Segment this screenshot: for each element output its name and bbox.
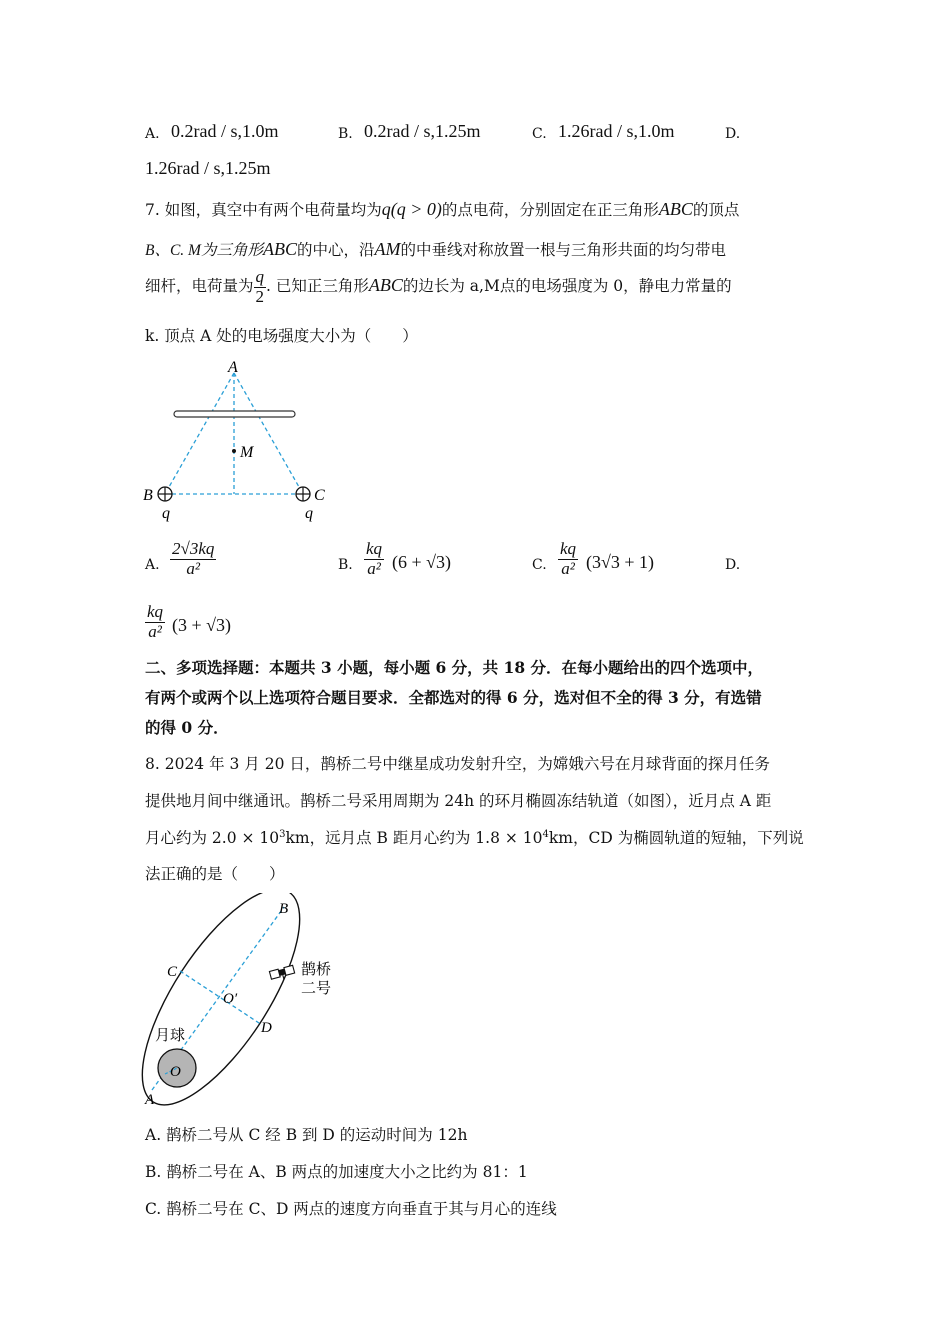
q8-line3-text-c: km，CD 为椭圆轨道的短轴，下列说 — [548, 829, 804, 847]
dashed-side-ac — [234, 373, 303, 494]
q7-option-d-tail: (3 + √3) — [172, 615, 232, 635]
q7-line3-abc: ABC — [368, 275, 403, 296]
q7-line-2 — [145, 238, 726, 260]
q6-option-b-label: B. — [338, 126, 353, 142]
label-satellite-line2: 二号 — [301, 981, 332, 997]
q7-line2-text-c: 的中垂线对称放置一根与三角形共面的均匀带电 — [400, 241, 726, 259]
q6-option-c-value: 1.26rad / s,1.0m — [558, 121, 675, 141]
label-b: B — [143, 487, 153, 504]
q7-option-d-fraction — [145, 603, 165, 641]
q7-line1-abc: ABC — [658, 199, 693, 219]
q8-line-4: 法正确的是（ ） — [145, 865, 285, 883]
q7-line1-math: q(q > 0) — [381, 199, 442, 219]
dashed-side-ab — [165, 373, 234, 494]
q7-charge-fraction — [254, 268, 267, 306]
label-d: D — [261, 1020, 272, 1036]
q7-line3-text-b: . 已知正三角形 — [266, 277, 369, 296]
q8-orbit-figure — [135, 893, 375, 1108]
q7-triangle-figure — [135, 355, 345, 525]
q7-line-4: k. 顶点 A 处的电场强度大小为（ ） — [145, 327, 418, 345]
q8-line3-exp2: 4 — [542, 828, 549, 840]
q7-option-c-tail: (3√3 + 1) — [586, 552, 655, 572]
q7-a-num: 2√3kq — [172, 539, 215, 558]
charge-c-label: q — [305, 505, 313, 522]
charged-rod — [174, 411, 295, 417]
minor-axis-cd — [180, 971, 262, 1025]
q6-option-a-label: A. — [145, 126, 160, 142]
label-m: M — [240, 444, 254, 461]
q7-d-num: kq — [147, 602, 164, 621]
q8-option-c: C. 鹊桥二号在 C、D 两点的速度方向垂直于其与月心的连线 — [145, 1200, 557, 1218]
section2-line-3: 的得 0 分． — [145, 718, 229, 737]
q7-line3-text-a: 细杆，电荷量为 — [145, 277, 254, 296]
satellite-icon — [269, 965, 295, 983]
q7-c-num: kq — [560, 539, 577, 558]
q7-option-c-fraction — [558, 540, 578, 578]
q8-option-b: B. 鹊桥二号在 A、B 两点的加速度大小之比约为 81：1 — [145, 1163, 528, 1181]
q8-line3-exp1: 3 — [279, 828, 286, 840]
q6-option-b-value: 0.2rad / s,1.25m — [364, 121, 481, 141]
label-a: A — [145, 1092, 155, 1108]
label-c: C — [167, 964, 178, 980]
label-b: B — [279, 901, 289, 917]
q6-option-c-label: C. — [532, 126, 547, 142]
label-satellite-line1: 鹊桥 — [301, 962, 332, 978]
q7-option-b-tail: (6 + √3) — [392, 552, 452, 572]
q7-line2-abc: ABC — [262, 239, 297, 259]
q7-line3-text-c: 的边长为 a,M点的电场强度为 0，静电力常量的 — [402, 277, 732, 296]
q7-line2-am: AM — [374, 239, 401, 259]
q6-option-d-value: 1.26rad / s,1.25m — [145, 158, 271, 178]
q7-option-b-label: B. — [338, 557, 353, 573]
q7-line1-text-b: 的点电荷，分别固定在正三角形 — [441, 201, 659, 219]
q7-option-c-label: C. — [532, 557, 547, 573]
center-point-m — [232, 449, 236, 453]
section2-line-1: 二、多项选择题：本题共 3 小题，每小题 6 分，共 18 分．在每小题给出的四个选项中， — [145, 658, 764, 677]
q7-b-den: a² — [367, 558, 381, 578]
q7-option-d-label: D. — [725, 557, 741, 573]
section2-line-2: 有两个或两个以上选项符合题目要求．全都选对的得 6 分，选对但不全的得 3 分，有选错 — [145, 688, 762, 707]
q7-line2-text-b: 的中心，沿 — [296, 241, 375, 259]
q8-line3-text-b: km，远月点 B 距月心约为 1.8 × 10 — [285, 829, 543, 847]
q7-line-1 — [145, 198, 739, 220]
charge-b-label: q — [162, 505, 170, 522]
q7-frac-den: 2 — [255, 286, 265, 306]
q7-c-den: a² — [561, 558, 575, 578]
q7-option-a-label: A. — [145, 557, 160, 573]
label-o-prime: O′ — [223, 991, 238, 1007]
label-a: A — [228, 359, 238, 376]
q8-line-3 — [145, 826, 804, 848]
label-o: O — [170, 1064, 181, 1080]
q7-a-den: a² — [186, 558, 200, 578]
q8-option-a: A. 鹊桥二号从 C 经 B 到 D 的运动时间为 12h — [145, 1126, 468, 1144]
q6-option-a-value: 0.2rad / s,1.0m — [171, 121, 279, 141]
q8-line-1: 8. 2024 年 3 月 20 日，鹊桥二号中继星成功发射升空，为嫦娥六号在月球背面的探月任务 — [145, 755, 770, 773]
q7-option-a-fraction — [170, 540, 216, 578]
q7-option-b-fraction — [364, 540, 384, 578]
q7-line-3 — [145, 268, 732, 306]
q7-frac-num: q — [255, 267, 265, 286]
q7-line1-text-a: 7. 如图，真空中有两个电荷量均为 — [145, 201, 382, 219]
q8-line-2: 提供地月间中继通讯。鹊桥二号采用周期为 24h 的环月椭圆冻结轨道（如图），近月点 A 距 — [145, 792, 772, 810]
q7-b-num: kq — [366, 539, 383, 558]
q8-line3-text-a: 月心约为 2.0 × 10 — [145, 829, 280, 847]
q7-d-den: a² — [148, 621, 162, 641]
label-c: C — [314, 487, 325, 504]
q7-line2-text-a: B、C. M为三角形 — [145, 242, 263, 259]
label-moon: 月球 — [155, 1028, 186, 1044]
q7-line1-text-c: 的顶点 — [692, 201, 740, 219]
q6-option-d-label: D. — [725, 126, 741, 142]
